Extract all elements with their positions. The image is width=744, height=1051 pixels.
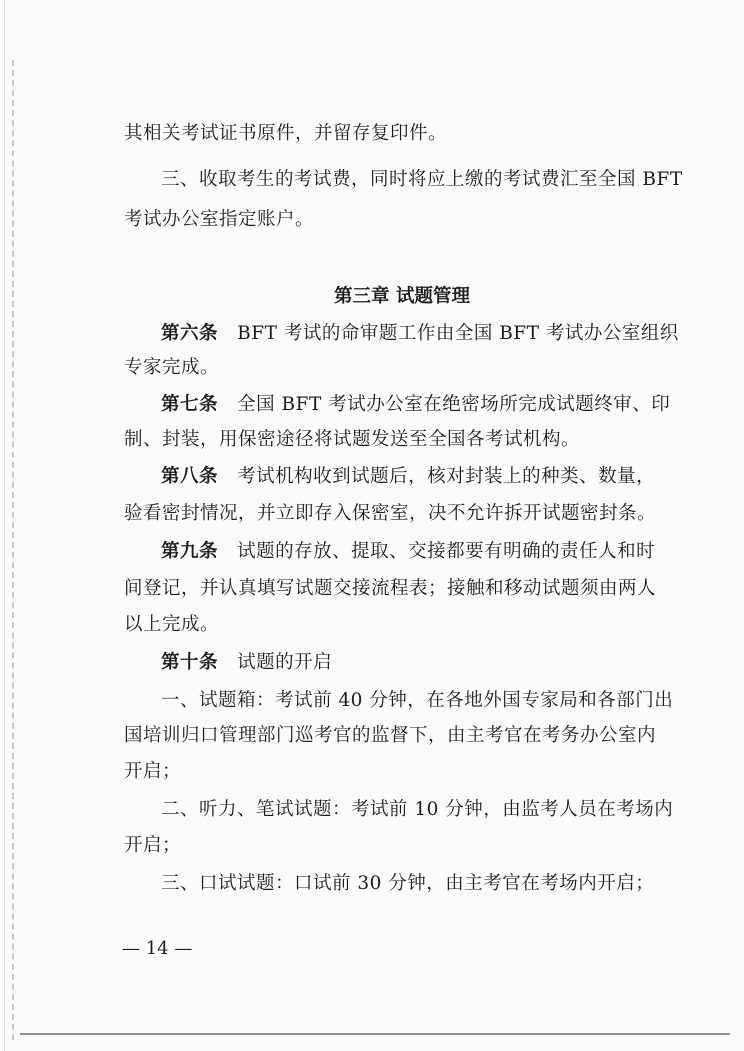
article-7 xyxy=(0,393,744,417)
article-text: 考试机构收到试题后，核对封装上的种类、数量， xyxy=(237,466,656,487)
text-line: 制、封装，用保密途径将试题发送至全国各考试机构。 xyxy=(124,429,581,450)
text-line: 专家完成。 xyxy=(124,357,220,378)
article-6 xyxy=(0,322,744,346)
text-line: 以上完成。 xyxy=(124,614,220,635)
text-line: 三、收取考生的考试费，同时将应上缴的考试费汇至全国 BFT xyxy=(161,169,683,190)
article-text: 试题的开启 xyxy=(237,652,333,673)
text-line: 间登记，并认真填写试题交接流程表；接触和移动试题须由两人 xyxy=(124,578,657,599)
text-line: 开启； xyxy=(124,761,182,782)
text-line: 其相关考试证书原件，并留存复印件。 xyxy=(124,123,448,144)
article-8 xyxy=(0,465,744,489)
text-line: 开启； xyxy=(124,835,182,856)
text-line: 三、口试试题：口试前 30 分钟，由主考官在考场内开启； xyxy=(161,873,655,894)
scan-bottom-edge xyxy=(20,1033,730,1035)
article-label: 第八条 xyxy=(161,466,219,487)
page-number: — 14 — xyxy=(122,938,193,959)
chapter-title: 第三章 试题管理 xyxy=(334,286,470,307)
article-label: 第七条 xyxy=(161,394,219,415)
article-label: 第十条 xyxy=(161,652,219,673)
text-line: 考试办公室指定账户。 xyxy=(124,209,315,230)
article-label: 第九条 xyxy=(161,541,219,562)
text-line: 国培训归口管理部门巡考官的监督下，由主考官在考务办公室内 xyxy=(124,725,657,746)
article-text: 全国 BFT 考试办公室在绝密场所完成试题终审、印 xyxy=(237,394,671,415)
text-line: 一、试题箱：考试前 40 分钟，在各地外国专家局和各部门出 xyxy=(161,690,674,711)
article-10 xyxy=(0,651,744,675)
article-9 xyxy=(0,540,744,564)
text-line: 二、听力、笔试试题：考试前 10 分钟，由监考人员在考场内 xyxy=(161,799,674,820)
article-label: 第六条 xyxy=(161,323,219,344)
article-text: BFT 考试的命审题工作由全国 BFT 考试办公室组织 xyxy=(237,323,679,344)
text-line: 验看密封情况，并立即存入保密室，决不允许拆开试题密封条。 xyxy=(124,503,657,524)
article-text: 试题的存放、提取、交接都要有明确的责任人和时 xyxy=(237,541,656,562)
